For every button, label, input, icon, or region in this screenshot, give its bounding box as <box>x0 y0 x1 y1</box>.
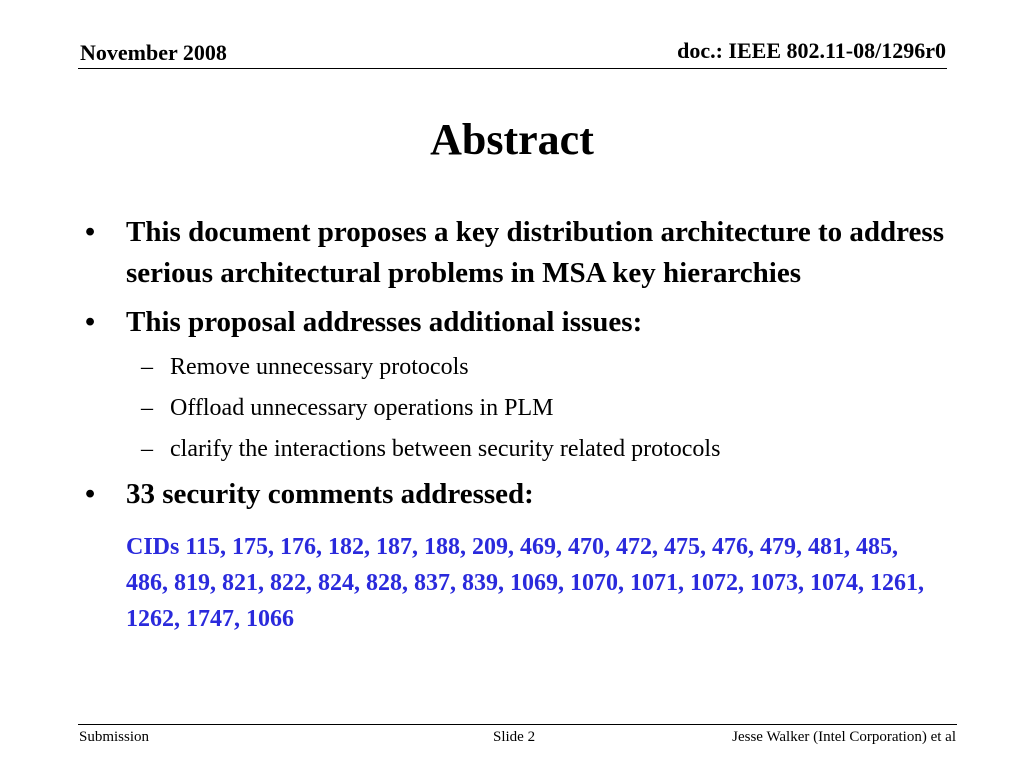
sub-item <box>85 392 965 424</box>
sub-marker: – <box>141 436 153 462</box>
bullet-text: This proposal addresses additional issues: <box>126 306 643 338</box>
header-date: November 2008 <box>80 40 227 65</box>
bullet-item <box>85 212 965 294</box>
sub-item-text: Remove unnecessary protocols <box>170 354 469 380</box>
cid-list: CIDs 115, 175, 176, 182, 187, 188, 209, 469, 470, 472, 475, 476, 479, 481, 485, 486, 819, 821, 822, 824, 828, 837, 839, 1069, 1070, 1071, 1072, 1073, 1074, 1261, 1262, 1747, 1066 <box>126 534 924 632</box>
bullet-marker: • <box>85 306 96 338</box>
bullet-text: 33 security comments addressed: <box>126 478 534 510</box>
footer-author: Jesse Walker (Intel Corporation) et al <box>732 729 956 745</box>
sub-marker: – <box>141 354 153 380</box>
footer-submission: Submission <box>79 729 150 745</box>
sub-item <box>85 433 965 465</box>
header-divider <box>78 68 947 69</box>
slide-title: Abstract <box>430 115 594 164</box>
bullet-item <box>85 302 965 343</box>
bullet-marker: • <box>85 478 96 510</box>
sub-marker: – <box>141 395 153 421</box>
bullet-item <box>85 474 965 515</box>
slide-body <box>85 212 965 637</box>
bullet-marker: • <box>85 216 96 248</box>
header-doc-id: doc.: IEEE 802.11-08/1296r0 <box>677 38 946 63</box>
sub-item-text: clarify the interactions between security related protocols <box>170 436 721 462</box>
sub-item <box>85 351 965 383</box>
bullet-text: This document proposes a key distribution architecture to address serious architectural problems in MSA key hierarchies <box>126 216 944 289</box>
footer-slide-number: Slide 2 <box>493 729 536 745</box>
footer-divider <box>78 724 957 725</box>
sub-item-text: Offload unnecessary operations in PLM <box>170 395 554 421</box>
